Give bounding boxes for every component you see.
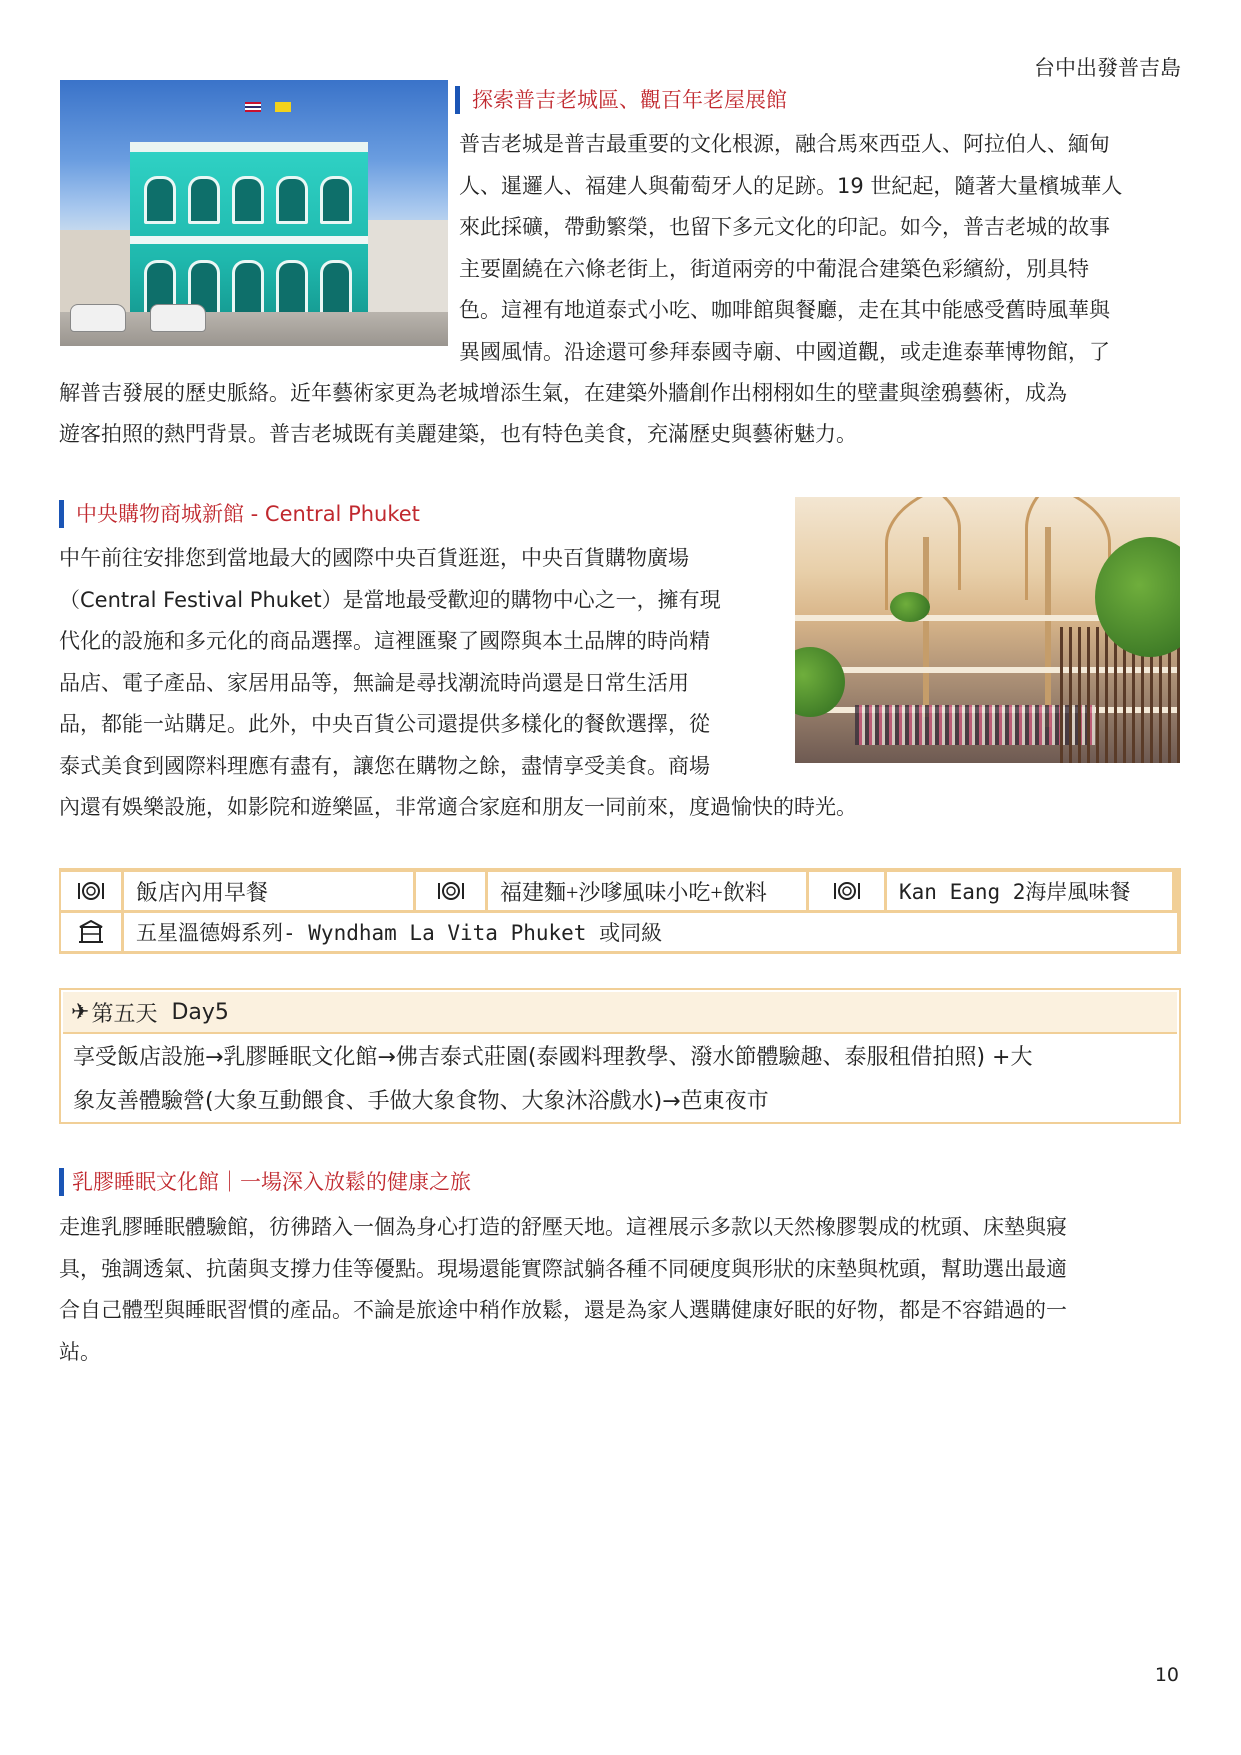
- section-title-latex-museum: 乳膠睡眠文化館｜一場深入放鬆的健康之旅: [59, 1168, 471, 1196]
- side-building: [368, 220, 448, 320]
- yellow-flag-icon: [275, 102, 291, 112]
- plant: [890, 592, 930, 622]
- page-header-title: 台中出發普吉島: [1034, 56, 1181, 80]
- central-phuket-mall-photo: [795, 497, 1180, 763]
- day-route: 享受飯店設施→乳膠睡眠文化館→佛吉泰式莊園(泰國料理教學、潑水節體驗趣、泰服租借拍照) +大 象友善體驗營(大象互動餵食、手做大象食物、大象沐浴戲水)→芭東夜市: [73, 1045, 1033, 1114]
- hotel-value: 五星溫德姆系列- Wyndham La Vita Phuket 或同級: [124, 913, 1177, 951]
- old-town-paragraph-full: 解普吉發展的歷史脈絡。近年藝術家更為老城增添生氣，在建築外牆創作出栩栩如生的壁畫與塗鴉藝術，成為 遊客拍照的熱門背景。普吉老城既有美麗建築，也有特色美食，充滿歷史與藝術魅力。: [59, 381, 1067, 446]
- car: [70, 304, 126, 332]
- hotel-building-icon: [61, 913, 121, 951]
- car: [150, 304, 206, 332]
- day-label: 第五天: [91, 1001, 158, 1027]
- old-town-paragraph-wrapped: 普吉老城是普吉最重要的文化根源，融合馬來西亞人、阿拉伯人、緬甸 人、暹邏人、福建人與葡萄牙人的足跡。19 世紀起，隨著大量檳城華人 來此採礦，帶動繁榮，也留下多元文化的印記。如今，普吉老城的故事 主要圍繞在六條老街上，街道兩旁的中葡混合建築色彩繽紛，別具特 色。這裡有地道泰式小吃、咖啡館與餐廳，走在其中能感受舊時風華與 異國風情。沿途還可參拜泰國寺廟、中國道觀，或走進泰華博物館，了: [459, 132, 1123, 364]
- central-paragraph-full: 內還有娛樂設施，如影院和遊樂區，非常適合家庭和朋友一同前來，度過愉快的時光。: [59, 795, 857, 819]
- section-title-old-town: 探索普吉老城區、觀百年老屋展館: [455, 86, 787, 114]
- day-itinerary-box: [59, 988, 1181, 1124]
- meal-plate-icon: [61, 872, 121, 910]
- thai-flag-icon: [245, 102, 261, 112]
- lunch-value: 福建麵+沙嗲風味小吃+飲料: [488, 872, 806, 910]
- phuket-old-town-photo: [60, 80, 448, 346]
- central-paragraph-wrapped: 中午前往安排您到當地最大的國際中央百貨逛逛，中央百貨購物廣場 （Central Festival Phuket）是當地最受歡迎的購物中心之一，擁有現 代化的設施和多元化的商品選擇。這裡匯聚了國際與本土品牌的時尚精 品店、電子產品、家居用品等，無論是尋找潮流時尚還是日常生活用 品，都能一站購足。此外，中央百貨公司還提供多樣化的餐飲選擇，從 泰式美食到國際料理應有盡有，讓您在購物之餘，盡情享受美食。商場: [59, 546, 721, 778]
- airplane-icon: ✈: [71, 999, 90, 1025]
- latex-paragraph: 走進乳膠睡眠體驗館，彷彿踏入一個為身心打造的舒壓天地。這裡展示多款以天然橡膠製成的枕頭、床墊與寢 具，強調透氣、抗菌與支撐力佳等優點。現場還能實際試躺各種不同硬度與形狀的床墊與枕頭，幫助選出最適 合自己體型與睡眠習慣的產品。不論是旅途中稍作放鬆，還是為家人選購健康好眠的好物，都是不容錯過的一 站。: [59, 1215, 1067, 1364]
- meal-plate-icon: [809, 872, 884, 910]
- breakfast-value: 飯店內用早餐: [124, 872, 413, 910]
- meal-plate-icon: [416, 872, 485, 910]
- meals-hotel-table: [59, 868, 1181, 954]
- page-number: 10: [1154, 1664, 1179, 1686]
- hotel-row: [61, 913, 1177, 951]
- section-title-central-phuket: 中央購物商城新館 - Central Phuket: [59, 500, 420, 528]
- meals-row: [61, 872, 1172, 910]
- dinner-value: Kan Eang 2海岸風味餐: [887, 872, 1172, 910]
- day-header: [63, 992, 1177, 1034]
- day-code: Day5: [171, 999, 229, 1025]
